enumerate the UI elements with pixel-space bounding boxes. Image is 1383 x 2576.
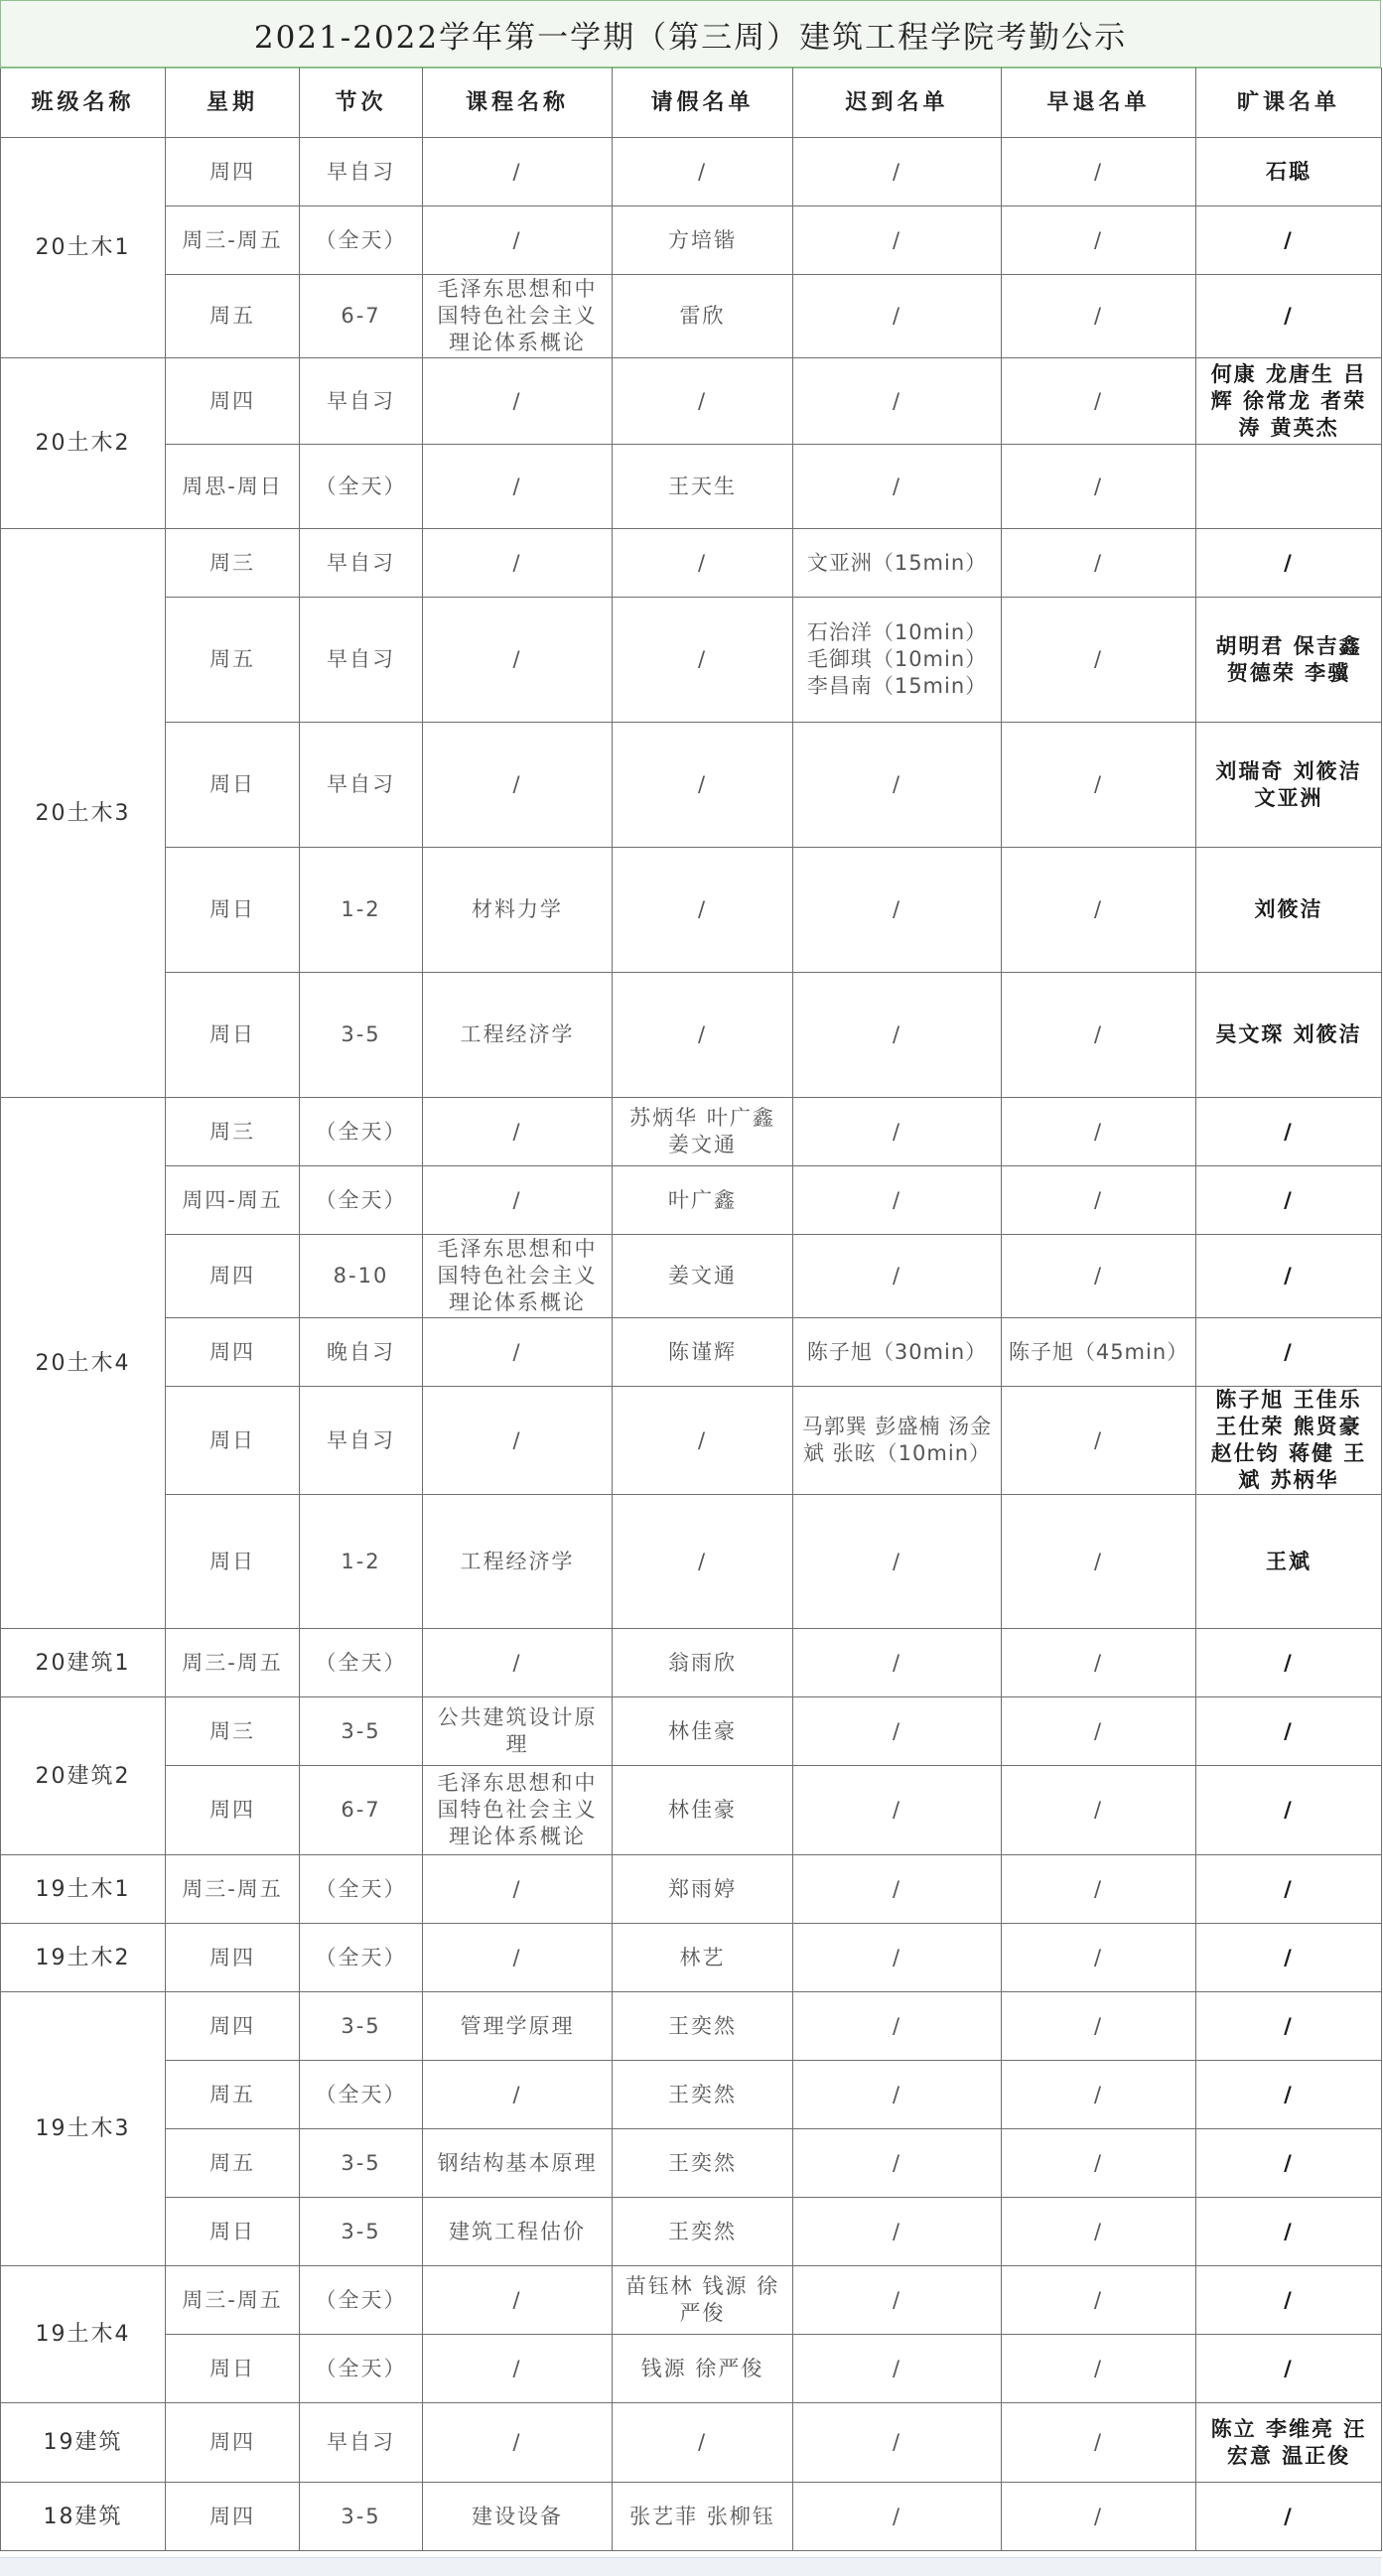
- course-cell: 毛泽东思想和中国特色社会主义理论体系概论: [423, 1766, 613, 1855]
- weekday-cell: 周五: [166, 2061, 300, 2129]
- table-row: [1, 723, 1382, 848]
- early-cell: /: [1002, 206, 1196, 275]
- early-cell: /: [1002, 1924, 1196, 1992]
- late-cell: /: [793, 1629, 1002, 1697]
- late-cell: 马郭巽 彭盛楠 汤金斌 张昡（10min）: [793, 1387, 1002, 1495]
- leave-cell: 陈谨辉: [613, 1318, 793, 1387]
- course-cell: /: [423, 2335, 613, 2403]
- weekday-cell: 周日: [166, 1387, 300, 1495]
- class-cell: 20建筑2: [1, 1697, 166, 1855]
- course-cell: /: [423, 445, 613, 529]
- late-cell: /: [793, 275, 1002, 358]
- late-cell: /: [793, 1855, 1002, 1924]
- leave-cell: 张艺菲 张柳钰: [613, 2483, 793, 2551]
- late-cell: /: [793, 1495, 1002, 1629]
- table-row: [1, 1495, 1382, 1629]
- period-cell: 6-7: [300, 275, 423, 358]
- absent-cell: /: [1196, 1318, 1382, 1387]
- table-row: [1, 2266, 1382, 2335]
- absent-cell: /: [1196, 529, 1382, 598]
- late-cell: /: [793, 1697, 1002, 1766]
- class-cell: 20土木3: [1, 529, 166, 1098]
- header-early: 早退名单: [1002, 68, 1196, 138]
- absent-cell: /: [1196, 2266, 1382, 2335]
- header-period: 节次: [300, 68, 423, 138]
- table-row: [1, 973, 1382, 1098]
- leave-cell: 姜文通: [613, 1235, 793, 1318]
- header-weekday: 星期: [166, 68, 300, 138]
- page-title: 2021-2022学年第一学期（第三周）建筑工程学院考勤公示: [253, 19, 1128, 56]
- late-cell: /: [793, 1235, 1002, 1318]
- header-class: 班级名称: [1, 68, 166, 138]
- table-row: [1, 1992, 1382, 2061]
- late-cell: /: [793, 138, 1002, 206]
- absent-cell: /: [1196, 1855, 1382, 1924]
- period-cell: （全天）: [300, 445, 423, 529]
- late-cell: /: [793, 2335, 1002, 2403]
- period-cell: 早自习: [300, 598, 423, 723]
- leave-cell: /: [613, 529, 793, 598]
- leave-cell: /: [613, 358, 793, 445]
- course-cell: /: [423, 2061, 613, 2129]
- late-cell: /: [793, 1992, 1002, 2061]
- absent-cell: [1196, 445, 1382, 529]
- late-cell: /: [793, 848, 1002, 973]
- period-cell: （全天）: [300, 1166, 423, 1235]
- absent-cell: 陈立 李维亮 汪宏意 温正俊: [1196, 2403, 1382, 2483]
- period-cell: 1-2: [300, 848, 423, 973]
- leave-cell: 王奕然: [613, 1992, 793, 2061]
- absent-cell: /: [1196, 1166, 1382, 1235]
- absent-cell: /: [1196, 2483, 1382, 2551]
- leave-cell: 林佳豪: [613, 1697, 793, 1766]
- table-row: [1, 2403, 1382, 2483]
- absent-cell: 刘筱洁: [1196, 848, 1382, 973]
- table-row: [1, 2061, 1382, 2129]
- table-row: [1, 1318, 1382, 1387]
- table-row: [1, 1855, 1382, 1924]
- weekday-cell: 周三-周五: [166, 206, 300, 275]
- period-cell: （全天）: [300, 2061, 423, 2129]
- leave-cell: 方培锴: [613, 206, 793, 275]
- late-cell: /: [793, 358, 1002, 445]
- table-row: [1, 1098, 1382, 1166]
- period-cell: 早自习: [300, 529, 423, 598]
- table-row: [1, 1235, 1382, 1318]
- late-cell: /: [793, 973, 1002, 1098]
- leave-cell: 雷欣: [613, 275, 793, 358]
- weekday-cell: 周四: [166, 1235, 300, 1318]
- absent-cell: 吴文琛 刘筱洁: [1196, 973, 1382, 1098]
- absent-cell: 胡明君 保吉鑫 贺德荣 李骥: [1196, 598, 1382, 723]
- course-cell: /: [423, 2403, 613, 2483]
- period-cell: （全天）: [300, 2266, 423, 2335]
- weekday-cell: 周日: [166, 1495, 300, 1629]
- table-row: [1, 1629, 1382, 1697]
- leave-cell: 郑雨婷: [613, 1855, 793, 1924]
- weekday-cell: 周三: [166, 1697, 300, 1766]
- leave-cell: 林艺: [613, 1924, 793, 1992]
- late-cell: /: [793, 445, 1002, 529]
- early-cell: /: [1002, 529, 1196, 598]
- period-cell: 晚自习: [300, 1318, 423, 1387]
- absent-cell: /: [1196, 275, 1382, 358]
- early-cell: /: [1002, 1855, 1196, 1924]
- weekday-cell: 周四-周五: [166, 1166, 300, 1235]
- table-row: [1, 206, 1382, 275]
- period-cell: （全天）: [300, 1924, 423, 1992]
- period-cell: （全天）: [300, 1098, 423, 1166]
- early-cell: /: [1002, 2483, 1196, 2551]
- leave-cell: 翁雨欣: [613, 1629, 793, 1697]
- course-cell: 建筑工程估价: [423, 2198, 613, 2266]
- leave-cell: /: [613, 598, 793, 723]
- late-cell: /: [793, 2266, 1002, 2335]
- absent-cell: /: [1196, 1235, 1382, 1318]
- table-row: [1, 2335, 1382, 2403]
- attendance-table: [0, 68, 1382, 2551]
- period-cell: 3-5: [300, 2129, 423, 2198]
- header-course: 课程名称: [423, 68, 613, 138]
- course-cell: /: [423, 1166, 613, 1235]
- course-cell: 材料力学: [423, 848, 613, 973]
- course-cell: /: [423, 358, 613, 445]
- header-absent: 旷课名单: [1196, 68, 1382, 138]
- absent-cell: /: [1196, 206, 1382, 275]
- course-cell: 公共建筑设计原理: [423, 1697, 613, 1766]
- early-cell: /: [1002, 275, 1196, 358]
- period-cell: 早自习: [300, 723, 423, 848]
- weekday-cell: 周五: [166, 2129, 300, 2198]
- table-row: [1, 1766, 1382, 1855]
- early-cell: /: [1002, 1495, 1196, 1629]
- absent-cell: /: [1196, 2129, 1382, 2198]
- early-cell: /: [1002, 445, 1196, 529]
- absent-cell: /: [1196, 1992, 1382, 2061]
- late-cell: /: [793, 1166, 1002, 1235]
- weekday-cell: 周日: [166, 723, 300, 848]
- period-cell: 早自习: [300, 2403, 423, 2483]
- course-cell: 建设设备: [423, 2483, 613, 2551]
- header-late: 迟到名单: [793, 68, 1002, 138]
- course-cell: /: [423, 1924, 613, 1992]
- period-cell: （全天）: [300, 2335, 423, 2403]
- weekday-cell: 周五: [166, 275, 300, 358]
- absent-cell: /: [1196, 1098, 1382, 1166]
- table-row: [1, 358, 1382, 445]
- late-cell: /: [793, 723, 1002, 848]
- weekday-cell: 周四: [166, 1766, 300, 1855]
- absent-cell: /: [1196, 2335, 1382, 2403]
- leave-cell: /: [613, 1495, 793, 1629]
- table-row: [1, 1387, 1382, 1495]
- absent-cell: 王斌: [1196, 1495, 1382, 1629]
- course-cell: /: [423, 598, 613, 723]
- early-cell: /: [1002, 138, 1196, 206]
- leave-cell: 王奕然: [613, 2198, 793, 2266]
- table-row: [1, 1166, 1382, 1235]
- period-cell: 3-5: [300, 1992, 423, 2061]
- weekday-cell: 周四: [166, 2403, 300, 2483]
- early-cell: /: [1002, 598, 1196, 723]
- table-row: [1, 275, 1382, 358]
- course-cell: /: [423, 529, 613, 598]
- leave-cell: /: [613, 1387, 793, 1495]
- class-cell: 19土木1: [1, 1855, 166, 1924]
- early-cell: /: [1002, 1387, 1196, 1495]
- late-cell: /: [793, 1924, 1002, 1992]
- absent-cell: /: [1196, 1697, 1382, 1766]
- leave-cell: 叶广鑫: [613, 1166, 793, 1235]
- course-cell: /: [423, 1855, 613, 1924]
- late-cell: /: [793, 1766, 1002, 1855]
- class-cell: 19土木4: [1, 2266, 166, 2403]
- weekday-cell: 周三: [166, 1098, 300, 1166]
- header-leave: 请假名单: [613, 68, 793, 138]
- period-cell: 1-2: [300, 1495, 423, 1629]
- late-cell: /: [793, 2061, 1002, 2129]
- course-cell: /: [423, 723, 613, 848]
- period-cell: 3-5: [300, 2198, 423, 2266]
- period-cell: 6-7: [300, 1766, 423, 1855]
- course-cell: /: [423, 1387, 613, 1495]
- weekday-cell: 周三-周五: [166, 2266, 300, 2335]
- weekday-cell: 周三-周五: [166, 1855, 300, 1924]
- course-cell: 工程经济学: [423, 1495, 613, 1629]
- leave-cell: /: [613, 723, 793, 848]
- early-cell: /: [1002, 1166, 1196, 1235]
- absent-cell: /: [1196, 1629, 1382, 1697]
- late-cell: 石治洋（10min）毛御琪（10min）李昌南（15min）: [793, 598, 1002, 723]
- period-cell: 早自习: [300, 1387, 423, 1495]
- leave-cell: /: [613, 848, 793, 973]
- leave-cell: /: [613, 138, 793, 206]
- leave-cell: 王奕然: [613, 2061, 793, 2129]
- weekday-cell: 周日: [166, 2198, 300, 2266]
- early-cell: /: [1002, 1629, 1196, 1697]
- absent-cell: 刘瑞奇 刘筱洁 文亚洲: [1196, 723, 1382, 848]
- absent-cell: /: [1196, 1766, 1382, 1855]
- weekday-cell: 周四: [166, 1924, 300, 1992]
- course-cell: /: [423, 1629, 613, 1697]
- period-cell: （全天）: [300, 1855, 423, 1924]
- table-row: [1, 1697, 1382, 1766]
- early-cell: 陈子旭（45min）: [1002, 1318, 1196, 1387]
- leave-cell: /: [613, 973, 793, 1098]
- weekday-cell: 周四: [166, 1318, 300, 1387]
- early-cell: /: [1002, 2335, 1196, 2403]
- class-cell: 18建筑: [1, 2483, 166, 2551]
- early-cell: /: [1002, 2198, 1196, 2266]
- class-cell: 19土木3: [1, 1992, 166, 2266]
- period-cell: 早自习: [300, 138, 423, 206]
- early-cell: /: [1002, 848, 1196, 973]
- class-cell: 19土木2: [1, 1924, 166, 1992]
- early-cell: /: [1002, 2403, 1196, 2483]
- table-row: [1, 1924, 1382, 1992]
- absent-cell: 石聪: [1196, 138, 1382, 206]
- leave-cell: 苏炳华 叶广鑫 姜文通: [613, 1098, 793, 1166]
- period-cell: 3-5: [300, 2483, 423, 2551]
- course-cell: 毛泽东思想和中国特色社会主义理论体系概论: [423, 275, 613, 358]
- early-cell: /: [1002, 2266, 1196, 2335]
- weekday-cell: 周日: [166, 2335, 300, 2403]
- table-row: [1, 2198, 1382, 2266]
- period-cell: （全天）: [300, 206, 423, 275]
- table-row: [1, 2129, 1382, 2198]
- table-row: [1, 445, 1382, 529]
- absent-cell: 何康 龙唐生 吕辉 徐常龙 者荣涛 黄英杰: [1196, 358, 1382, 445]
- class-cell: 20建筑1: [1, 1629, 166, 1697]
- leave-cell: 王天生: [613, 445, 793, 529]
- title-bar: [0, 0, 1381, 68]
- course-cell: 钢结构基本原理: [423, 2129, 613, 2198]
- weekday-cell: 周日: [166, 973, 300, 1098]
- weekday-cell: 周五: [166, 598, 300, 723]
- course-cell: /: [423, 1098, 613, 1166]
- late-cell: /: [793, 206, 1002, 275]
- table-row: [1, 598, 1382, 723]
- table-row: [1, 138, 1382, 206]
- late-cell: 文亚洲（15min）: [793, 529, 1002, 598]
- weekday-cell: 周日: [166, 848, 300, 973]
- course-cell: /: [423, 206, 613, 275]
- weekday-cell: 周四: [166, 2483, 300, 2551]
- table-row: [1, 848, 1382, 973]
- early-cell: /: [1002, 723, 1196, 848]
- late-cell: 陈子旭（30min）: [793, 1318, 1002, 1387]
- leave-cell: /: [613, 2403, 793, 2483]
- early-cell: /: [1002, 973, 1196, 1098]
- weekday-cell: 周四: [166, 358, 300, 445]
- early-cell: /: [1002, 1235, 1196, 1318]
- course-cell: /: [423, 1318, 613, 1387]
- early-cell: /: [1002, 358, 1196, 445]
- leave-cell: 林佳豪: [613, 1766, 793, 1855]
- leave-cell: 苗钰林 钱源 徐严俊: [613, 2266, 793, 2335]
- period-cell: （全天）: [300, 1629, 423, 1697]
- course-cell: /: [423, 138, 613, 206]
- weekday-cell: 周三: [166, 529, 300, 598]
- weekday-cell: 周四: [166, 1992, 300, 2061]
- absent-cell: /: [1196, 2061, 1382, 2129]
- table-row: [1, 529, 1382, 598]
- leave-cell: 钱源 徐严俊: [613, 2335, 793, 2403]
- late-cell: /: [793, 2483, 1002, 2551]
- early-cell: /: [1002, 1697, 1196, 1766]
- course-cell: 工程经济学: [423, 973, 613, 1098]
- weekday-cell: 周思-周日: [166, 445, 300, 529]
- late-cell: /: [793, 1098, 1002, 1166]
- early-cell: /: [1002, 1098, 1196, 1166]
- table-row: [1, 2483, 1382, 2551]
- late-cell: /: [793, 2403, 1002, 2483]
- course-cell: 毛泽东思想和中国特色社会主义理论体系概论: [423, 1235, 613, 1318]
- sheet-bottom-edge: [0, 2557, 1381, 2576]
- period-cell: 8-10: [300, 1235, 423, 1318]
- early-cell: /: [1002, 2129, 1196, 2198]
- class-cell: 20土木4: [1, 1098, 166, 1629]
- late-cell: /: [793, 2129, 1002, 2198]
- weekday-cell: 周三-周五: [166, 1629, 300, 1697]
- leave-cell: 王奕然: [613, 2129, 793, 2198]
- header-row: [1, 68, 1382, 138]
- early-cell: /: [1002, 2061, 1196, 2129]
- absent-cell: /: [1196, 2198, 1382, 2266]
- period-cell: 3-5: [300, 1697, 423, 1766]
- course-cell: 管理学原理: [423, 1992, 613, 2061]
- class-cell: 20土木2: [1, 358, 166, 529]
- absent-cell: 陈子旭 王佳乐 王仕荣 熊贤豪 赵仕钧 蒋健 王斌 苏柄华: [1196, 1387, 1382, 1495]
- late-cell: /: [793, 2198, 1002, 2266]
- period-cell: 3-5: [300, 973, 423, 1098]
- course-cell: /: [423, 2266, 613, 2335]
- period-cell: 早自习: [300, 358, 423, 445]
- early-cell: /: [1002, 1766, 1196, 1855]
- class-cell: 19建筑: [1, 2403, 166, 2483]
- class-cell: 20土木1: [1, 138, 166, 358]
- weekday-cell: 周四: [166, 138, 300, 206]
- early-cell: /: [1002, 1992, 1196, 2061]
- absent-cell: /: [1196, 1924, 1382, 1992]
